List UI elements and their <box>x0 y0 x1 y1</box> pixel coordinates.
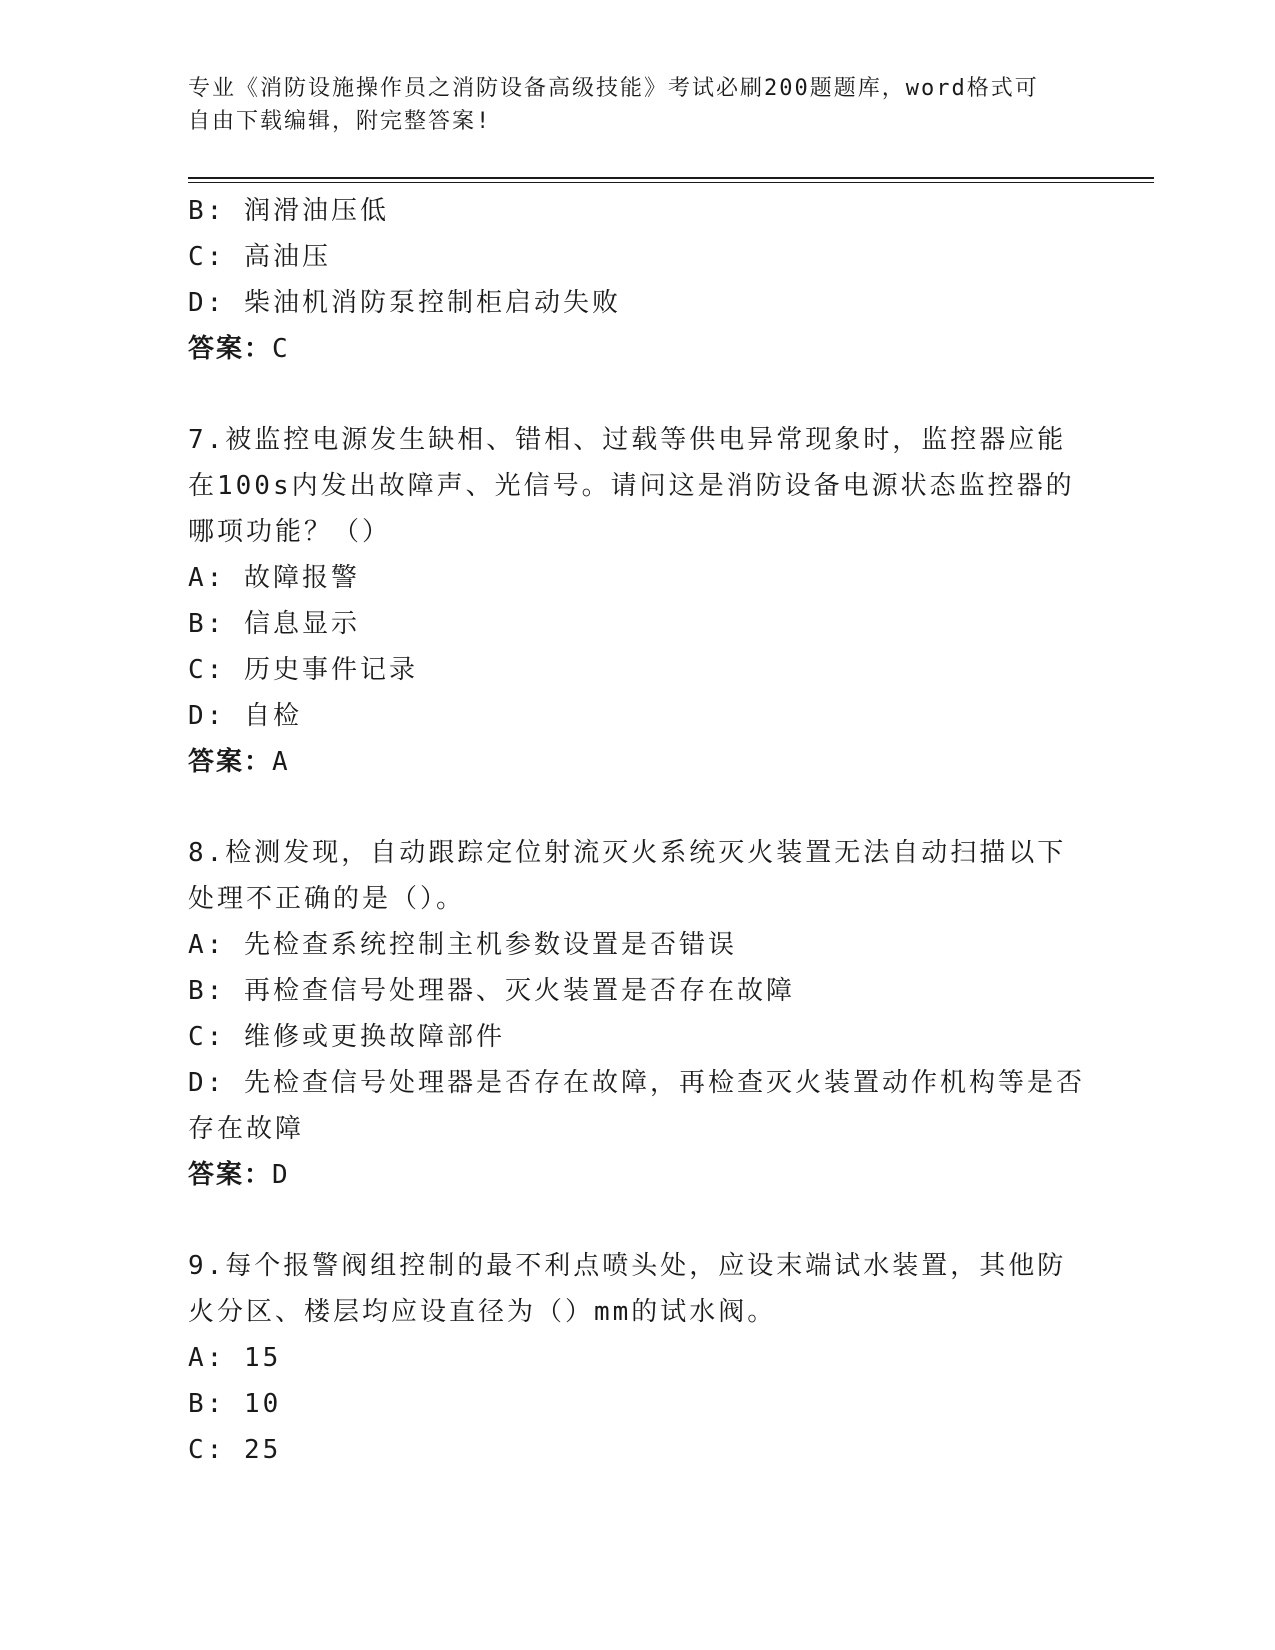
answer-value: A <box>272 747 291 777</box>
option-b: B: 10 <box>188 1389 282 1419</box>
document-header <box>188 72 1068 138</box>
question-9 <box>188 1243 1078 1473</box>
header-line-2: 自由下载编辑，附完整答案! <box>188 109 492 134</box>
answer-value: D <box>272 1160 291 1190</box>
option-a: A: 15 <box>188 1343 282 1373</box>
answer-line <box>188 739 1078 785</box>
answer-label: 答案： <box>188 1160 273 1190</box>
spacer <box>188 1198 1078 1243</box>
question-text-line: 7.被监控电源发生缺相、错相、过载等供电异常现象时，监控器应能 <box>188 425 1067 455</box>
answer-line <box>188 326 1078 372</box>
option-b: B: 信息显示 <box>188 609 360 639</box>
answer-line <box>188 1152 1078 1198</box>
spacer <box>188 785 1078 830</box>
option-d: D: 柴油机消防泵控制柜启动失败 <box>188 288 621 318</box>
option-c: C: 25 <box>188 1435 282 1465</box>
question-text-line: 哪项功能？（） <box>188 517 392 547</box>
option-c: C: 历史事件记录 <box>188 655 418 685</box>
spacer <box>188 372 1078 417</box>
question-8 <box>188 830 1085 1198</box>
option-b: B: 再检查信号处理器、灭火装置是否存在故障 <box>188 976 795 1006</box>
header-divider-thin <box>188 182 1154 183</box>
answer-label: 答案： <box>188 747 273 777</box>
header-divider-thick <box>188 177 1154 179</box>
answer-label: 答案： <box>188 334 273 364</box>
option-a: A: 故障报警 <box>188 563 360 593</box>
header-line-1: 专业《消防设施操作员之消防设备高级技能》考试必刷200题题库，word格式可 <box>188 76 1039 101</box>
option-a: A: 先检查系统控制主机参数设置是否错误 <box>188 930 737 960</box>
question-6-continued <box>188 188 1078 372</box>
option-b: B: 润滑油压低 <box>188 196 389 226</box>
question-text-line: 在100s内发出故障声、光信号。请问这是消防设备电源状态监控器的 <box>188 471 1075 501</box>
question-text-line: 火分区、楼层均应设直径为（）mm的试水阀。 <box>188 1297 777 1327</box>
option-d-continued: 存在故障 <box>188 1114 305 1144</box>
answer-value: C <box>272 334 291 364</box>
question-text-line: 处理不正确的是（）。 <box>188 884 466 914</box>
option-c: C: 高油压 <box>188 242 331 272</box>
option-d: D: 先检查信号处理器是否存在故障，再检查灭火装置动作机构等是否 <box>188 1068 1085 1098</box>
question-text-line: 9.每个报警阀组控制的最不利点喷头处，应设末端试水装置，其他防 <box>188 1251 1067 1281</box>
document-body <box>188 188 1085 1473</box>
question-text-line: 8.检测发现，自动跟踪定位射流灭火系统灭火装置无法自动扫描以下 <box>188 838 1067 868</box>
question-7 <box>188 417 1078 785</box>
option-c: C: 维修或更换故障部件 <box>188 1022 505 1052</box>
option-d: D: 自检 <box>188 701 302 731</box>
